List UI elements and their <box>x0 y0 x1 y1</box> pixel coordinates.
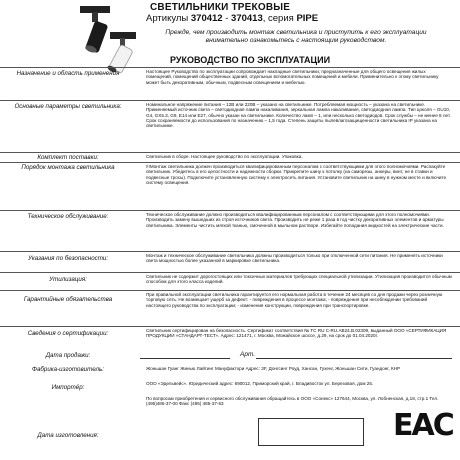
article-label: Арт. <box>240 351 256 358</box>
section-label-parameters: Основные параметры светильника: <box>14 103 122 110</box>
series-prefix: , серия <box>262 13 294 24</box>
sale-date-label: Дата продажи: <box>45 352 91 359</box>
section-text-warranty: При правильной эксплуатации светильника гарантируется его нормальная работа в течение 24 месяцев со дня продажи через розничную торговую сеть. Не возмещает ущерб за дефект: - повреждения в процессе монтажа; - повреждения при несоблюдении требований настоящего руководства по эксплуатации; - изменения конструкции, повреждения при транспортировке. <box>146 292 443 308</box>
section-label-disposal: Утилизация: <box>49 276 87 283</box>
intro-note: Прежде, чем производить монтаж светильника и приступить к его эксплуатации внимательно ознакомьтесь с настоящим руководством. <box>165 29 427 44</box>
articles-prefix: Артикулы <box>146 13 189 24</box>
section-text-parameters: Номинальное напряжение питания – 12В или 220В – указано на светильнике. Потребляемая мощность – указана на светильнике. Применяемый источник света – светодиодная лампа накаливания, зеркальная лампа накаливания, светодиодная лампа. Тип цоколя – GU10, G4, GX5.3, G9, E14 или E27, обычно указан на светильнике. Количество ламп – 1, или несколько светодиодов. Срок службы – не менее 8 лет. Срок сохраняемости до использования по назначению – 1,5 года. Степень защиты пылевлагозащищенности светильника IP указана на светильнике. <box>146 102 451 129</box>
series-name: PIPE <box>296 13 319 24</box>
eac-mark: EAC <box>393 408 453 443</box>
manual-heading: РУКОВОДСТВО ПО ЭКСПЛУАТАЦИИ <box>170 55 331 65</box>
section-text-package: Светильник в сборе. Настоящее руководство по эксплуатации. Упаковка. <box>146 154 303 159</box>
importer-label: Импортёр: <box>51 384 85 391</box>
inquiry-text: По вопросам приобретения и сервисного обслуживания обращайтесь в ООО «Сонекс» 127644, Москва, ул. Лобненская, д.18, стр.1 Тел. (495)485-37-00 Факс (495) 485-37-63 <box>146 396 439 407</box>
manufacturer-label: Фабрика-изготовитель: <box>32 366 104 373</box>
importer-text: ООО «Эдельвейс». Юридический адрес: 690012, Приморский край, г. Владивосток ул. Березовая, дом 25. <box>146 381 374 386</box>
section-label-safety: Указания по безопасности: <box>27 255 109 262</box>
section-label-maintenance: Техническое обслуживание: <box>27 213 109 220</box>
section-label-certification: Сведения о сертификации: <box>27 330 109 337</box>
manufacture-date-label: Дата изготовления: <box>37 432 99 439</box>
section-text-installation: !!!Монтаж светильника должен производиться квалифицированным персоналом с соответствующими для этого полномочиями. Распакуйте светильник. Убедитесь в его целостности и надежности сборки. Прикрепите шину к потолку (на саморезы, анкеры, винт, не в ставки и подвесные тросы). Подключите установленную систему к электросеть питания. Установите светильник на шину в нужном месте и включите систему освещения. <box>146 164 447 185</box>
manufacture-date-box[interactable] <box>258 418 364 446</box>
article-b: 370413 <box>231 13 263 24</box>
section-label-purpose: Назначение и область применения <box>16 70 120 77</box>
article-a: 370412 <box>190 13 223 24</box>
section-label-package: Комплект поставки: <box>37 154 99 161</box>
sale-date-line[interactable] <box>140 358 230 359</box>
section-text-certification: Светильник сертифицирован на безопасность. Сертификат соответствия № ТС RU С-RU.АВ24.В.02309, выданный ООО «СЕРТИФИКАЦИЯ ПРОДУКЦИИ «СТАНДАРТ-ТЕСТ». Адрес: 121471, г. Москва, Можайское шоссе, д.29, на срок до 01.04.2020г. <box>146 328 447 339</box>
article-numbers <box>146 13 318 24</box>
section-text-safety: Монтаж и техническое обслуживание светильника должны производиться только при отключенной сети питания. Не применять источники света мощностью более указанной в маркировке светильника. <box>146 253 443 264</box>
article-sep: - <box>222 13 232 24</box>
section-label-installation: Порядок монтажа светильника <box>21 164 115 171</box>
section-label-warranty: Гарантийные обязательства <box>23 296 113 303</box>
section-text-purpose: Настоящее Руководство по эксплуатации сопровождает накладные светильники, предназначенные для общего освещения жилых помещений, помещений общественных зданий, отдельных вспомогательных помещений и мебели. Применительно к этому светильнику может быть декоративным, обычным, подвесным освещением и мебелью. <box>146 69 439 85</box>
section-text-disposal: Светильник не содержит дорогостоящих или токсичных материалов требующих специальной утилизации. Утилизация производится обычным способом для этого класса изделий. <box>146 274 452 285</box>
manufacturer-text: Жоньшан Гуанг Жинью Лайтинг Мануфактори Адрес: 3F, Донгсинг Роуд, Хансан, Гухенг, Жоньшан Сити, Гуандонг, КНР <box>146 366 401 371</box>
section-text-maintenance: Техническое обслуживание должно производиться квалифицированным персоналом с соответствующими для этого полномочиями. Производить замену вышедших из строя источников света. Производить не реже 1 раза в год чистку декоративных элементов и арматуры светильника. Элементы чистить мягкой тканью, смоченной в мыльном растворе. Избегайте попадания жидкостей на электрические части. <box>146 212 444 228</box>
article-line[interactable] <box>256 358 452 359</box>
product-title: СВЕТИЛЬНИКИ ТРЕКОВЫЕ <box>150 2 291 13</box>
